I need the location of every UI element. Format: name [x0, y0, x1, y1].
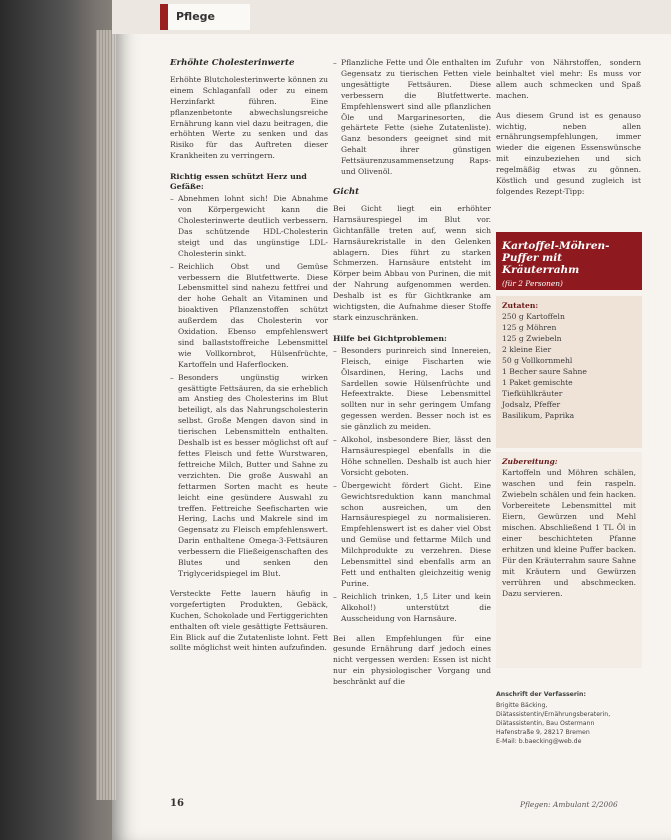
list-oils [333, 58, 491, 178]
page-edge [96, 30, 116, 800]
ingredient-item: 125 g Zwiebeln [502, 334, 562, 343]
address-line: Brigitte Bäcking, Diätassistentin/Ernährungsberaterin, [496, 702, 611, 718]
column-1 [170, 58, 328, 663]
preparation-text: Kartoffeln und Möhren schälen, waschen und fein raspeln. Zwiebeln schälen und fein hacken. Vorbereitete Lebensmittel mit Eiern, Gewürzen und Mehl mischen. Abschließend 1 TL Öl in einer beschichteten Pfanne erhitzen und kleine Puffer backen. Für den Kräuterrahm saure Sahne mit Kräutern und Gewürzen verrühren und abschmecken. Dazu servieren. [502, 468, 636, 598]
list-item: – Alkohol, insbesondere Bier, lässt den Harnsäurespiegel ebenfalls in die Höhe schnellen. Deshalb ist auch hier Vorsicht geboten. [333, 435, 491, 479]
recipe-title: Kartoffel-Möhren-Puffer mit Kräuterrahm [502, 240, 610, 276]
heading-gicht: Gicht [333, 186, 360, 197]
list-item: – Pflanzliche Fette und Öle enthalten im Gegensatz zu tierischen Fetten viele ungesättigte Fettsäuren. Diese verbessern die Blutfettwerte. Empfehlenswert sind alle pflanzlichen Öle und Margarinesorten, die gehärtete Fette (siehe Zutatenliste). Ganz besonders geeignet sind mit Gehalt ihrer günstigen Fettsäurenzusammensetzung Raps- und Olivenöl. [333, 58, 491, 178]
column-3 [496, 58, 641, 207]
ingredient-item: Basilikum, Paprika [502, 411, 575, 420]
ingredient-item: 2 kleine Eier [502, 345, 552, 354]
page-number: 16 [170, 798, 184, 809]
subheading-heart: Richtig essen schützt Herz und Gefäße: [170, 172, 307, 192]
heading-cholesterin: Erhöhte Cholesterinwerte [170, 58, 295, 68]
list-item: – Reichlich Obst und Gemüse verbessern die Blutfettwerte. Diese Lebensmittel sind nahezu fettfrei und der hohe Gehalt an Vitaminen und bioaktiven Pflanzenstoffen schützt außerdem das Cholesterin vor Oxidation. Ebenso empfehlenswert sind ballaststoffreiche Lebensmittel wie Vollkornbrot, Hülsenfrüchte, Kartoffeln und Haferflocken. [170, 262, 328, 371]
ingredient-item: Tiefkühlkräuter [502, 389, 563, 398]
paragraph-tip: Aus diesem Grund ist es genauso wichtig, neben allen ernährungsempfehlungen, immer wieder die eigenen Essenswünsche mit einzubeziehen und sich regelmäßig etwas zu gönnen. Köstlich und gesund zugleich ist folgendes Rezept-Tipp: [496, 110, 641, 196]
footer-publication: Pflegen: Ambulant 2/2006 [520, 800, 618, 809]
list-heart-tips [170, 194, 328, 580]
ingredient-item: 125 g Möhren [502, 323, 557, 332]
list-item: – Abnehmen lohnt sich! Die Abnahme von Körpergewicht kann die Cholesterinwerte deutlich verbessern. Das schützende HDL-Cholesterin steigt und das ungünstige LDL-Cholesterin sinkt. [170, 194, 328, 259]
column-2 [333, 58, 491, 697]
recipe-preparation [496, 452, 642, 668]
ingredient-item: 250 g Kartoffeln [502, 312, 565, 321]
recipe-servings: (für 2 Personen) [502, 279, 563, 288]
address-line: Hafenstraße 9, 28217 Bremen [496, 729, 590, 736]
recipe-ingredients [496, 296, 642, 448]
address-line: Diätassistentin, Bau Ostermann [496, 720, 595, 727]
ingredient-item: 1 Becher saure Sahne [502, 367, 587, 376]
list-gicht-tips [333, 346, 491, 625]
list-item: – Reichlich trinken, 1,5 Liter und kein Alkohol!) unterstützt die Ausscheidung von Harnsäure. [333, 592, 491, 625]
address-line: E-Mail: b.baecking@web.de [496, 738, 582, 745]
ingredient-item: Jodsalz, Pfeffer [502, 400, 561, 409]
ingredient-item: 50 g Vollkornmehl [502, 356, 573, 365]
paragraph-gicht: Bei Gicht liegt ein erhöhter Harnsäurespiegel im Blut vor. Gichtanfälle treten auf, wenn sich Harnsäurekristalle in den Gelenken ablagern. Dies führt zu starken Schmerzen. Harnsäure entsteht im Körper beim Abbau von Purinen, die mit der Nahrung aufgenommen werden. Deshalb ist es für Gichtkranke am wichtigsten, die Aufnahme dieser Stoffe stark einzuschränken. [333, 203, 491, 322]
list-item: – Besonders ungünstig wirken gesättigte Fettsäuren, da sie erheblich am Anstieg des Cholesterins im Blut beteiligt, als das Nahrungscholesterin selbst. Große Mengen davon sind in tierischen Lebensmitteln enthalten. Deshalb ist es besser möglichst oft auf fettes Fleisch und fette Wurstwaren, fettreiche Milch, Butter und Sahne zu verzichten. Die große Auswahl an fettarmen Sorten macht es heute leicht eine gesündere Auswahl zu treffen. Fettreiche Seefischarten wie Hering, Lachs und Makrele sind im Gegensatz zu Fleisch empfehlenswert. Darin enthaltene Omega-3-Fettsäuren verbessern die Fließeigenschaften des Blutes und senken den Triglyceridspiegel im Blut. [170, 373, 328, 580]
paragraph-outro: Bei allen Empfehlungen für eine gesunde Ernährung darf jedoch eines nicht vergessen werden: Essen ist nicht nur ein physiologischer Vorgang und beschränkt auf die [333, 633, 491, 687]
paragraph-outro: Versteckte Fette lauern häufig in vorgefertigten Produkten, Gebäck, Kuchen, Schokolade und Fertiggerichten enthalten oft viele gesättigte Fettsäuren. Ein Blick auf die Zutatenliste lohnt. Fett sollte möglichst weit hinten aufzufinden. [170, 588, 328, 653]
section-label: Pflege [160, 4, 250, 30]
paragraph-intro: Erhöhte Blutcholesterinwerte können zu einem Schlaganfall oder zu einem Herzinfarkt führen. Eine pflanzenbetonte abwechslungsreiche Ernährung kann viel dazu beitragen, die erhöhten Werte zu senken und das Risiko für das Auftreten dieser Krankheiten zu verringern. [170, 74, 328, 161]
paragraph-continued: Zufuhr von Nährstoffen, sondern beinhaltet viel mehr: Es muss vor allem auch schmecken und Spaß machen. [496, 58, 641, 100]
ingredients-label: Zutaten: [502, 301, 539, 310]
ingredient-item: 1 Paket gemischte [502, 378, 573, 387]
preparation-label: Zubereitung: [502, 457, 558, 466]
author-address [496, 690, 642, 746]
subheading-gicht-help: Hilfe bei Gichtproblemen: [333, 333, 447, 343]
list-item: – Besonders purinreich sind Innereien, Fleisch, einige Fischarten wie Ölsardinen, Hering, Lachs und Sardellen sowie Hülsenfrüchte und Hefeextrakte. Diese Lebensmittel sollten nur in sehr geringem Umfang gegessen werden. Besser noch ist es sie gänzlich zu meiden. [333, 346, 491, 433]
address-label: Anschrift der Verfasserin: [496, 691, 586, 698]
list-item: – Übergewicht fördert Gicht. Eine Gewichtsreduktion kann manchmal schon ausreichen, um den Harnsäurespiegel zu normalisieren. Empfehlenswert ist es daher viel Obst und Gemüse und fettarme Milch und Milchprodukte zu verzehren. Diese Lebensmittel sind ebenfalls arm an Fett und enthalten gleichzeitig wenig Purine. [333, 481, 491, 590]
recipe-header [496, 232, 642, 290]
